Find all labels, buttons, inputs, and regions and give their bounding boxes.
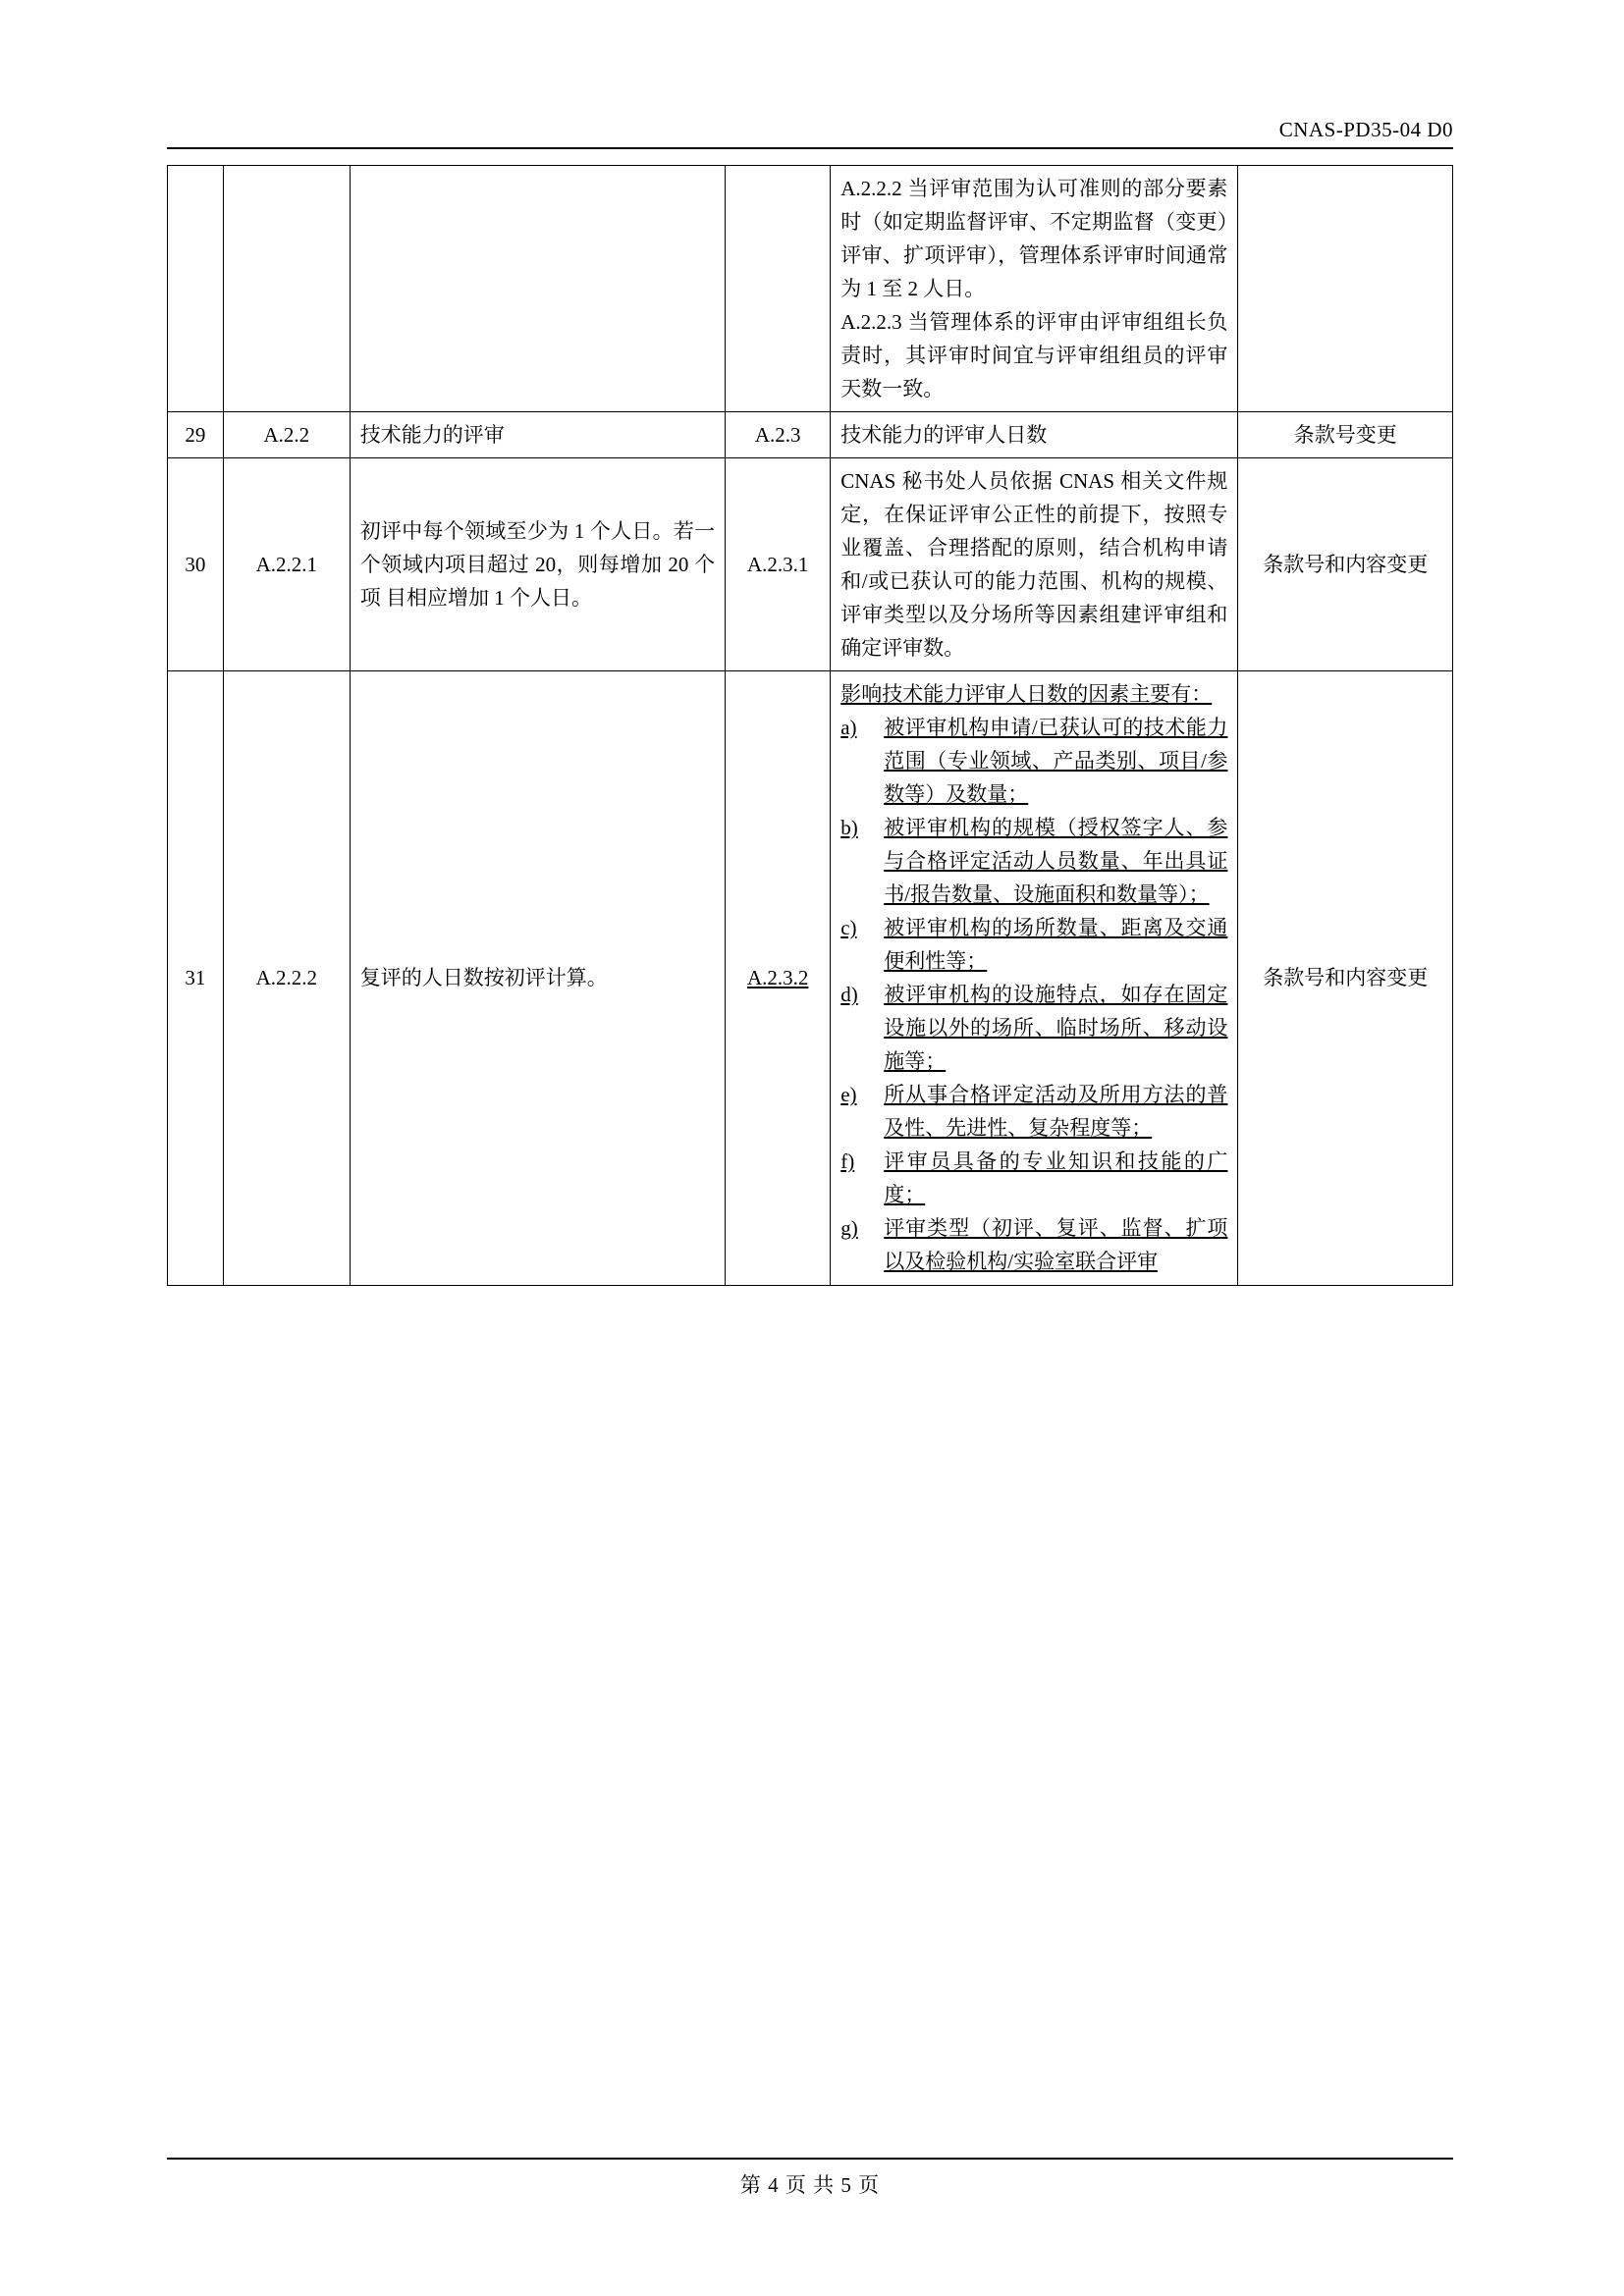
cell-new-text: CNAS 秘书处人员依据 CNAS 相关文件规定，在保证评审公正性的前提下，按照专业覆盖、合理搭配的原则，结合机构申请和/或已获认可的能力范围、机构的规模、评审类型以及分场所等因素组建评审组和确定评审数。 [831,458,1238,671]
list-item [840,978,1227,1078]
cell-remark [1238,166,1453,412]
table-row [168,458,1453,671]
list-marker: e) [840,1083,857,1107]
list-item-text: 评审类型（初评、复评、监督、扩项以及检验机构/实验室联合评审 [884,1216,1228,1274]
cell-new-clause: A.2.3.1 [726,458,831,671]
list-marker: d) [840,983,858,1007]
cell-remark: 条款号和内容变更 [1238,458,1453,671]
cell-old-clause: A.2.2.2 [223,671,350,1285]
cell-new-text [831,671,1238,1285]
new-text-paragraph: A.2.2.2 当评审范围为认可准则的部分要素时（如定期监督评审、不定期监督（变更）评审、扩项评审），管理体系评审时间通常为 1 至 2 人日。 [840,177,1228,301]
list-marker: c) [840,916,857,940]
page-number: 第 4 页 共 5 页 [739,2173,881,2197]
list-item [840,1211,1227,1278]
list-item-text: 被评审机构申请/已获认可的技术能力范围（专业领域、产品类别、项目/参数等）及数量； [884,716,1228,807]
cell-remark: 条款号变更 [1238,412,1453,458]
cell-no: 31 [168,671,224,1285]
cell-old-text: 初评中每个领域至少为 1 个人日。若一个领域内项目超过 20，则每增加 20 个项 目相应增加 1 个人日。 [350,458,725,671]
cell-old-clause [223,166,350,412]
list-item-text: 被评审机构的规模（授权签字人、参与合格评定活动人员数量、年出具证书/报告数量、设施面积和数量等）； [884,816,1228,907]
new-text-paragraph: A.2.2.3 当管理体系的评审由评审组组长负责时，其评审时间宜与评审组组员的评审天数一致。 [840,310,1228,401]
list-item [840,711,1227,811]
list-item [840,911,1227,978]
list-item-text: 评审员具备的专业知识和技能的广度； [884,1149,1228,1207]
list-marker: f) [840,1149,855,1174]
list-item [840,1145,1227,1211]
list-marker: a) [840,716,857,740]
cell-no [168,166,224,412]
table-row [168,412,1453,458]
cell-new-text: 技术能力的评审人日数 [831,412,1238,458]
table-row [168,166,1453,412]
cell-new-clause [726,166,831,412]
cell-no: 29 [168,412,224,458]
cell-old-clause: A.2.2 [223,412,350,458]
page-footer [167,2169,1453,2199]
cell-old-text: 复评的人日数按初评计算。 [350,671,725,1285]
revision-comparison-table [167,165,1453,1286]
list-item [840,811,1227,911]
cell-new-text [831,166,1238,412]
cell-remark: 条款号和内容变更 [1238,671,1453,1285]
cell-no: 30 [168,458,224,671]
list-marker: b) [840,816,858,840]
page-header [167,118,1453,142]
document-code: CNAS-PD35-04 D0 [1278,118,1453,141]
list-item-text: 被评审机构的设施特点，如存在固定设施以外的场所、临时场所、移动设施等； [884,983,1228,1074]
cell-old-text [350,166,725,412]
cell-old-text: 技术能力的评审 [350,412,725,458]
new-clause-number: A.2.3.2 [746,966,809,990]
list-item-text: 所从事合格评定活动及所用方法的普及性、先进性、复杂程度等； [884,1083,1228,1141]
header-divider [167,147,1453,149]
table-row [168,671,1453,1285]
footer-divider [167,2158,1453,2160]
new-text-list [840,711,1227,1278]
cell-old-clause: A.2.2.1 [223,458,350,671]
cell-new-clause [726,671,831,1285]
list-marker: g) [840,1216,858,1241]
cell-new-clause: A.2.3 [726,412,831,458]
list-item [840,1078,1227,1145]
list-item-text: 被评审机构的场所数量、距离及交通便利性等； [884,916,1228,974]
new-text-intro: 影响技术能力评审人日数的因素主要有： [840,682,1213,707]
